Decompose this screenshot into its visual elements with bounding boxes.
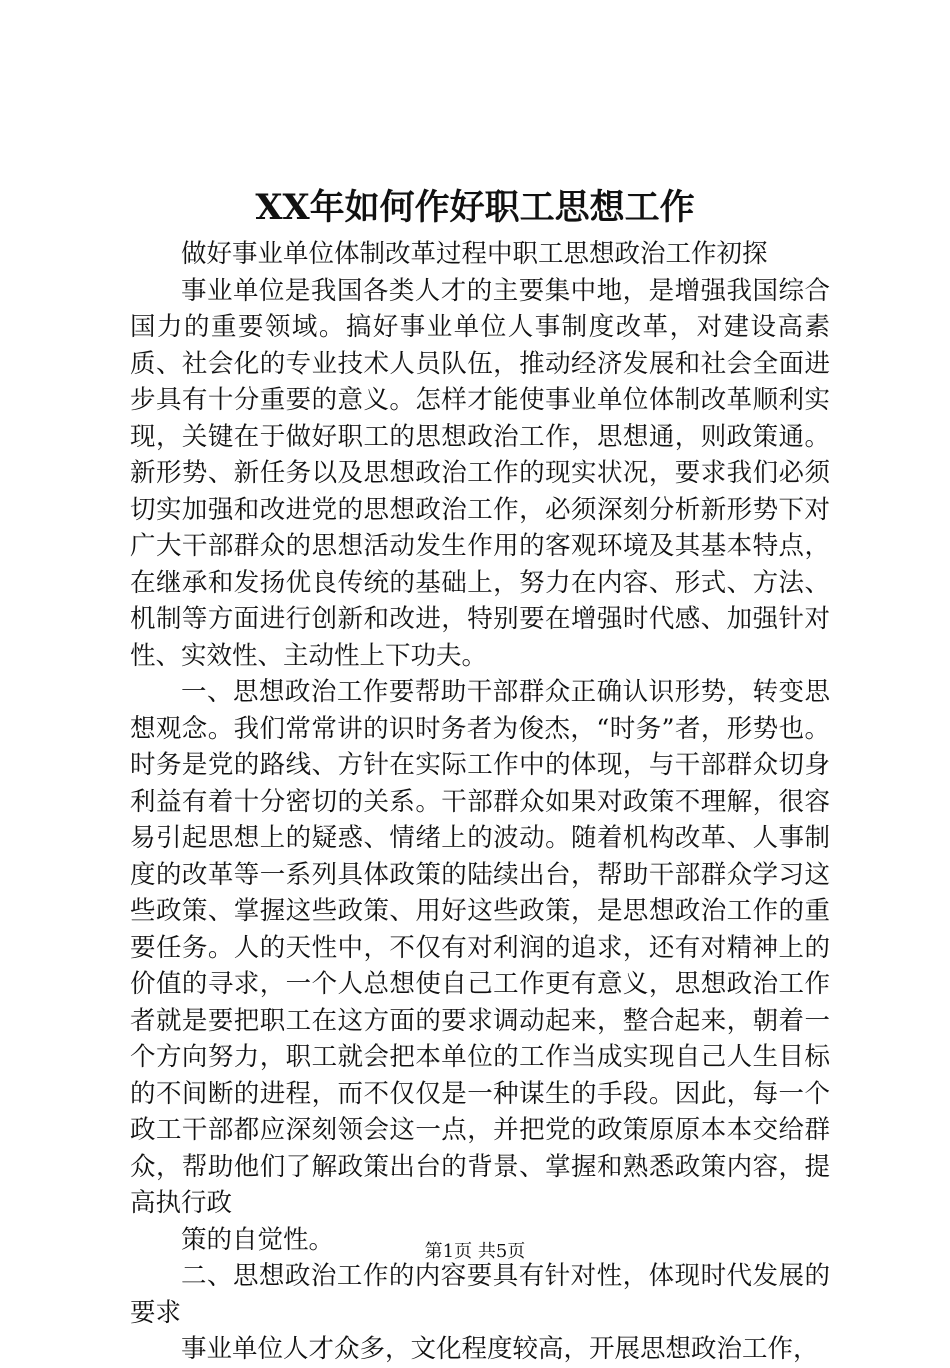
- page-number-footer: 第1页 共5页: [424, 1241, 526, 1262]
- body-paragraph: 策的自觉性。: [181, 1224, 335, 1255]
- subtitle-paragraph: 做好事业单位体制改革过程中职工思想政治工作初探: [181, 239, 768, 269]
- document-body: [130, 236, 830, 1368]
- body-paragraph: 事业单位人才众多，文化程度较高，开展思想政治工作，: [181, 1334, 819, 1364]
- document-title: XX年如何作好职工思想工作: [255, 187, 695, 228]
- section-heading-paragraph: 二、思想政治工作的内容要具有针对性，体现时代发展的要求: [130, 1261, 830, 1328]
- body-paragraph: 一、思想政治工作要帮助干部群众正确认识形势，转变思想观念。我们常常讲的识时务者为俊杰，“时务”者，形势也。时务是党的路线、方针在实际工作中的体现，与干部群众切身利益有着十分密切的关系。干部群众如果对政策不理解，很容易引起思想上的疑惑、情绪上的波动。随着机构改革、人事制度的改革等一系列具体政策的陆续出台，帮助干部群众学习这些政策、掌握这些政策、用好这些政策，是思想政治工作的重要任务。人的天性中，不仅有对利润的追求，还有对精神上的价值的寻求，一个人总想使自己工作更有意义，思想政治工作者就是要把职工在这方面的要求调动起来，整合起来，朝着一个方向努力，职工就会把本单位的工作当成实现自己人生目标的不间断的进程，而不仅仅是一种谋生的手段。因此，每一个政工干部都应深刻领会这一点，并把党的政策原原本本交给群众，帮助他们了解政策出台的背景、掌握和熟悉政策内容，提高执行政: [130, 677, 830, 1218]
- body-paragraph: 事业单位是我国各类人才的主要集中地，是增强我国综合国力的重要领域。搞好事业单位人事制度改革，对建设高素质、社会化的专业技术人员队伍，推动经济发展和社会全面进步具有十分重要的意义。怎样才能使事业单位体制改革顺利实现，关键在于做好职工的思想政治工作，思想通，则政策通。新形势、新任务以及思想政治工作的现实状况，要求我们必须切实加强和改进党的思想政治工作，必须深刻分析新形势下对广大干部群众的思想活动发生作用的客观环境及其基本特点，在继承和发扬优良传统的基础上，努力在内容、形式、方法、机制等方面进行创新和改进，特别要在增强时代感、加强针对性、实效性、主动性上下功夫。: [130, 275, 830, 671]
